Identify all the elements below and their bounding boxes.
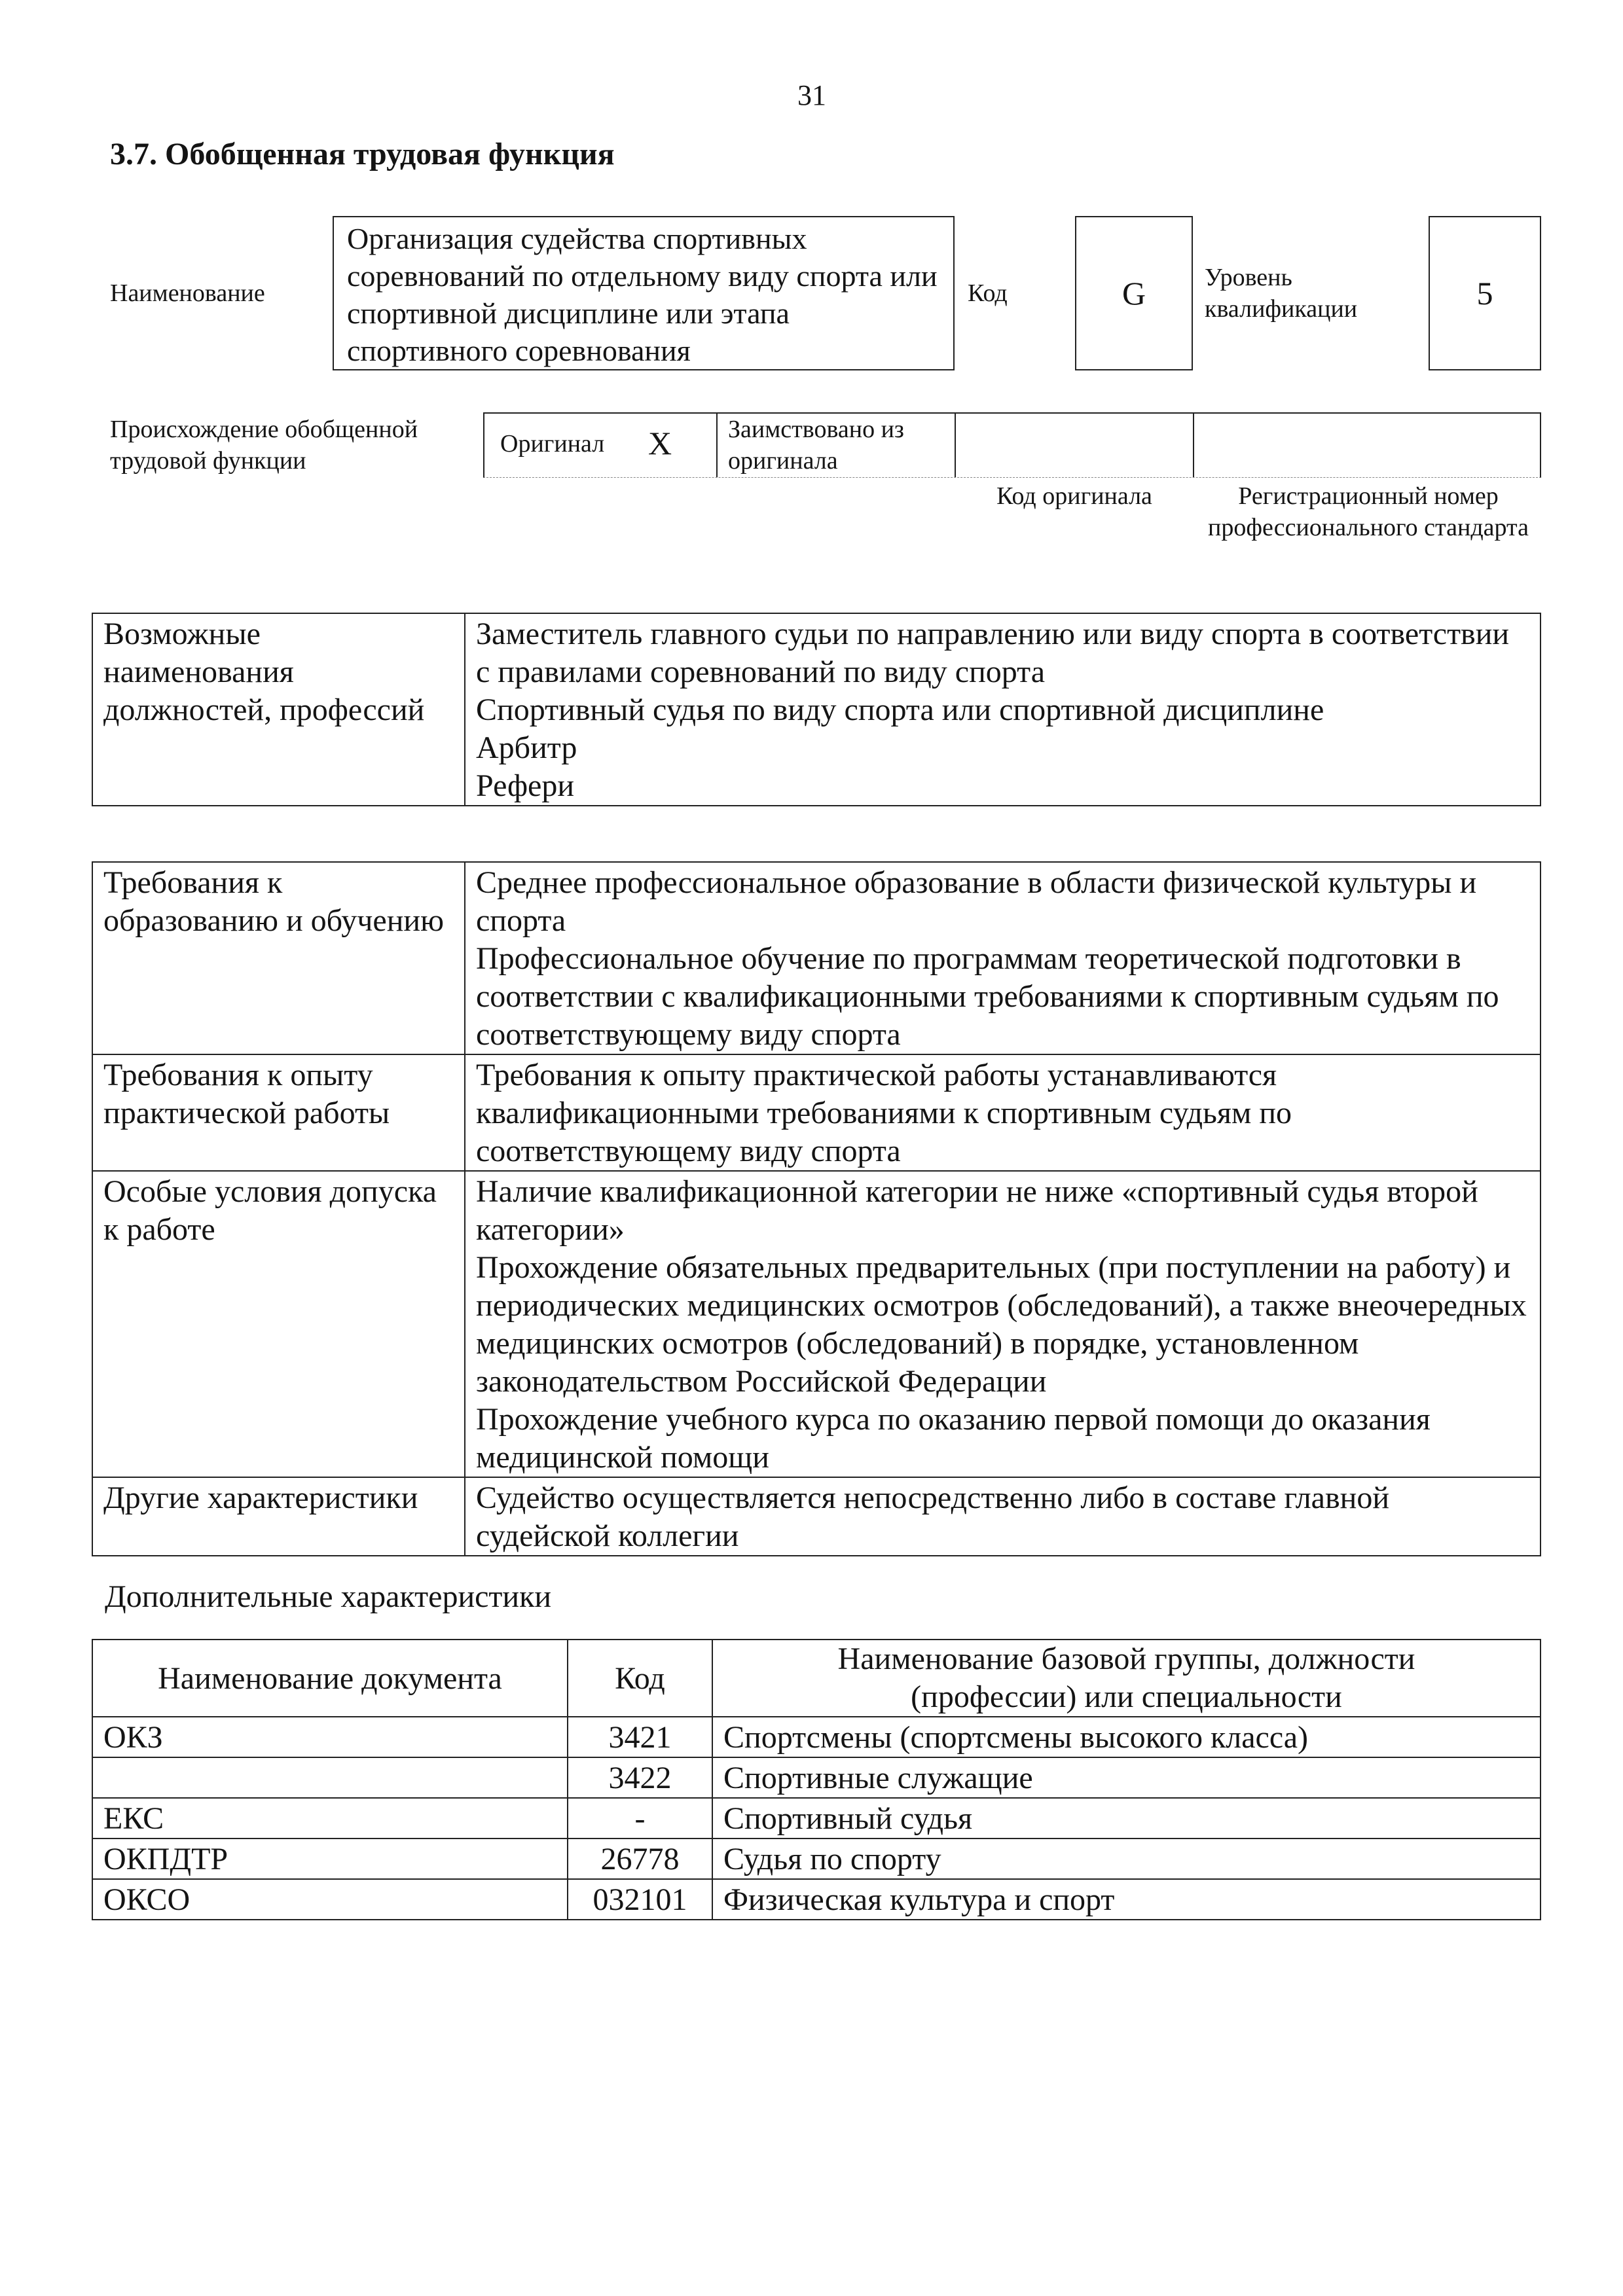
original-code-cell bbox=[956, 414, 1194, 477]
additional-table bbox=[92, 1639, 1541, 1920]
doc-cell: ОКПДТР bbox=[92, 1839, 568, 1879]
group-name-cell: Судья по спорту bbox=[712, 1839, 1541, 1879]
positions-values bbox=[465, 613, 1541, 806]
header-group-name: Наименование базовой группы, должности (профессии) или специальности bbox=[712, 1640, 1541, 1717]
code-cell: 3422 bbox=[568, 1757, 712, 1798]
doc-cell: ОКЗ bbox=[92, 1717, 568, 1757]
requirement-row-education bbox=[92, 862, 1541, 1054]
origin-label: Происхождение обобщенной трудовой функции bbox=[110, 416, 418, 475]
section-title: 3.7. Обобщенная трудовая функция bbox=[110, 137, 615, 171]
code-label: Код bbox=[968, 279, 1008, 307]
borrowed-label: Заимствовано из оригинала bbox=[728, 416, 904, 475]
requirement-label: Особые условия допуска к работе bbox=[92, 1171, 465, 1477]
code-cell: 26778 bbox=[568, 1839, 712, 1879]
requirements-table bbox=[92, 861, 1541, 1556]
code-value-box: G bbox=[1075, 216, 1193, 370]
origin-row bbox=[483, 412, 1541, 478]
level-value-box: 5 bbox=[1429, 216, 1541, 370]
requirement-label: Требования к образованию и обучению bbox=[92, 862, 465, 1054]
requirement-row-other bbox=[92, 1477, 1541, 1556]
requirement-item: Наличие квалификационной категории не ниже «спортивный судья второй категории» bbox=[476, 1174, 1478, 1247]
position-item: Рефери bbox=[476, 768, 575, 803]
additional-row bbox=[92, 1798, 1541, 1839]
original-code-caption: Код оригинала bbox=[996, 482, 1152, 510]
page-number: 31 bbox=[797, 79, 826, 111]
additional-header-row bbox=[92, 1640, 1541, 1717]
positions-label: Возможные наименования должностей, профессий bbox=[92, 613, 465, 806]
requirement-values bbox=[465, 1054, 1541, 1171]
original-mark: X bbox=[648, 425, 672, 461]
name-label: Наименование bbox=[110, 279, 265, 307]
requirement-item: Судейство осуществляется непосредственно либо в составе главной судейской коллегии bbox=[476, 1480, 1389, 1553]
position-item: Спортивный судья по виду спорта или спортивной дисциплине bbox=[476, 692, 1324, 727]
requirement-item: Профессиональное обучение по программам теоретической подготовки в соответствии с квалификационными требованиями к спортивным судьям по соответствующему виду спорта bbox=[476, 941, 1499, 1052]
reg-number-cell bbox=[1194, 414, 1540, 477]
reg-number-caption: Регистрационный номер профессионального стандарта bbox=[1208, 482, 1529, 541]
requirement-label: Требования к опыту практической работы bbox=[92, 1054, 465, 1171]
level-label: Уровень квалификации bbox=[1205, 264, 1358, 323]
additional-row bbox=[92, 1717, 1541, 1757]
group-name-cell: Спортсмены (спортсмены высокого класса) bbox=[712, 1717, 1541, 1757]
code-cell: - bbox=[568, 1798, 712, 1839]
group-name-cell: Физическая культура и спорт bbox=[712, 1879, 1541, 1920]
header-document: Наименование документа bbox=[92, 1640, 568, 1717]
additional-row bbox=[92, 1879, 1541, 1920]
requirement-values bbox=[465, 1477, 1541, 1556]
code-cell: 032101 bbox=[568, 1879, 712, 1920]
positions-table bbox=[92, 613, 1541, 806]
positions-row bbox=[92, 613, 1541, 806]
doc-cell: ОКСО bbox=[92, 1879, 568, 1920]
original-cell bbox=[484, 414, 718, 477]
requirement-values bbox=[465, 862, 1541, 1054]
additional-title: Дополнительные характеристики bbox=[105, 1579, 552, 1614]
requirement-row-admission bbox=[92, 1171, 1541, 1477]
group-name-cell: Спортивный судья bbox=[712, 1798, 1541, 1839]
doc-cell bbox=[92, 1757, 568, 1798]
position-item: Арбитр bbox=[476, 730, 577, 765]
function-name-box: Организация судейства спортивных соревнований по отдельному виду спорта или спортивной дисциплине или этапа спортивного соревнования bbox=[333, 216, 955, 370]
requirement-item: Прохождение обязательных предварительных (при поступлении на работу) и периодических медицинских осмотров (обследований), а также внеочередных медицинских осмотров (обследований) в порядке, установленном законодательством Российской Федерации bbox=[476, 1250, 1527, 1399]
group-name-cell: Спортивные служащие bbox=[712, 1757, 1541, 1798]
requirement-item: Требования к опыту практической работы устанавливаются квалификационными требованиями к спортивным судьям по соответствующему виду спорта bbox=[476, 1058, 1292, 1168]
header-code: Код bbox=[568, 1640, 712, 1717]
additional-row bbox=[92, 1839, 1541, 1879]
original-label: Оригинал bbox=[500, 430, 605, 457]
requirement-item: Среднее профессиональное образование в области физической культуры и спорта bbox=[476, 865, 1477, 938]
code-cell: 3421 bbox=[568, 1717, 712, 1757]
requirement-values bbox=[465, 1171, 1541, 1477]
doc-cell: ЕКС bbox=[92, 1798, 568, 1839]
requirement-item: Прохождение учебного курса по оказанию первой помощи до оказания медицинской помощи bbox=[476, 1402, 1431, 1475]
position-item: Заместитель главного судьи по направлению или виду спорта в соответствии с правилами соревнований по виду спорта bbox=[476, 617, 1510, 689]
additional-row bbox=[92, 1757, 1541, 1798]
requirement-row-experience bbox=[92, 1054, 1541, 1171]
requirement-label: Другие характеристики bbox=[92, 1477, 465, 1556]
borrowed-cell bbox=[718, 414, 956, 477]
